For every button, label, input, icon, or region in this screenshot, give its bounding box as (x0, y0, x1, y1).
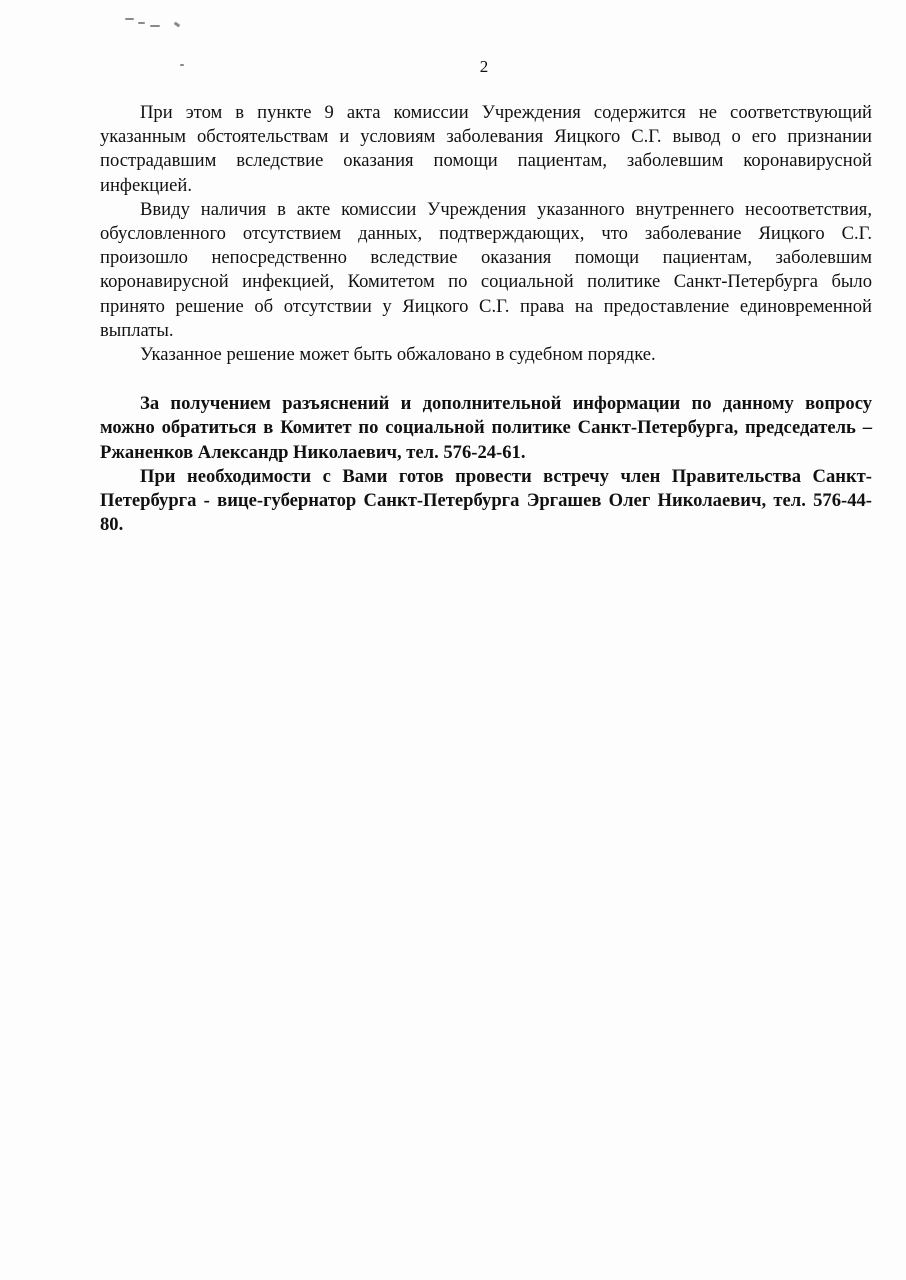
scan-speck (150, 25, 160, 27)
paragraph-appeal-note: Указанное решение может быть обжаловано в судебном порядке. (140, 344, 656, 366)
scan-speck (174, 22, 181, 28)
letter-body (100, 101, 872, 537)
paragraph-commission-conclusion: При этом в пункте 9 акта комиссии Учреждения содержится не соответствующий указанным обстоятельствам и условиям заболевания Яицкого С.Г. вывод о его признании пострадавшим вследствие оказания помощи пациентам, заболевшим коронавирусной инфекцией. (100, 102, 872, 196)
paragraph-meeting-offer: При необходимости с Вами готов провести встречу член Правительства Санкт-Петербурга - вице-губернатор Санкт-Петербурга Эргашев Олег Николаевич, тел. 576-44-80. (100, 465, 872, 536)
page-number: 2 (479, 57, 489, 76)
paragraph-committee-decision: Ввиду наличия в акте комиссии Учреждения указанного внутреннего несоответствия, обусловленного отсутствием данных, подтверждающих, что заболевание Яицкого С.Г. произошло непосредственно вследствие оказания помощи пациентам, заболевшим коронавирусной инфекцией, Комитетом по социальной политике Санкт-Петербурга было принято решение об отсутствии у Яицкого С.Г. права на предоставление единовременной выплаты. (100, 198, 872, 341)
scan-speck (125, 18, 134, 20)
paragraph-gap (100, 367, 872, 392)
scan-speck (138, 22, 145, 24)
paragraph-contact-committee: За получением разъяснений и дополнительной информации по данному вопросу можно обратиться в Комитет по социальной политике Санкт-Петербурга, председатель – Ржаненков Александр Николаевич, тел. 576-24-61. (100, 393, 872, 463)
